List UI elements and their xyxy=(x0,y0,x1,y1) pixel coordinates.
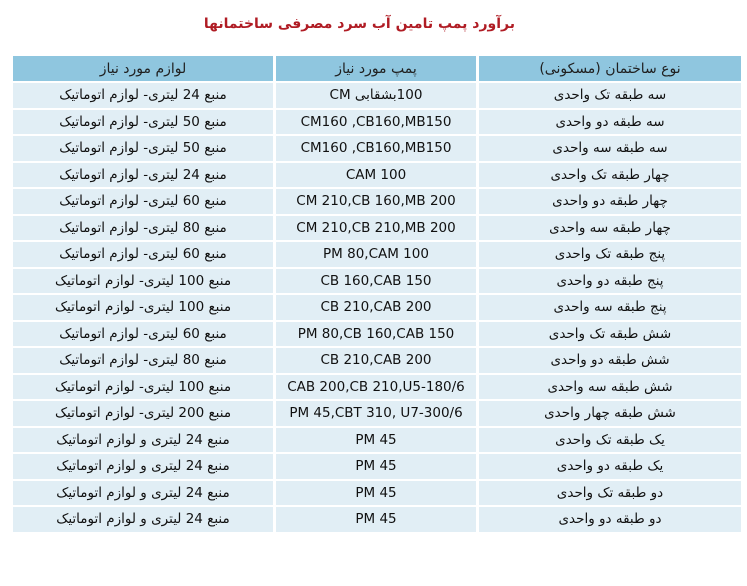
cell-pump: CM 210,CB 160,MB 200 xyxy=(276,189,476,214)
cell-accessories: منبع 100 لیتری- لوازم اتوماتیک xyxy=(13,375,273,400)
table-row xyxy=(13,348,741,373)
cell-accessories: منبع 60 لیتری- لوازم اتوماتیک xyxy=(13,322,273,347)
cell-building-type: چهار طبقه سه واحدی xyxy=(479,216,741,241)
cell-building-type: دو طبقه دو واحدی xyxy=(479,507,741,532)
cell-accessories: منبع 80 لیتری- لوازم اتوماتیک xyxy=(13,216,273,241)
cell-pump: CB 210,CAB 200 xyxy=(276,348,476,373)
table-row xyxy=(13,401,741,426)
cell-building-type: شش طبقه تک واحدی xyxy=(479,322,741,347)
cell-pump: CM 210,CB 210,MB 200 xyxy=(276,216,476,241)
cell-building-type: پنج طبقه سه واحدی xyxy=(479,295,741,320)
cell-accessories: منبع 80 لیتری- لوازم اتوماتیک xyxy=(13,348,273,373)
pump-table xyxy=(10,54,744,534)
cell-pump: PM 45 xyxy=(276,454,476,479)
cell-building-type: پنج طبقه دو واحدی xyxy=(479,269,741,294)
table-body xyxy=(13,83,741,532)
table-row xyxy=(13,454,741,479)
table-row xyxy=(13,507,741,532)
cell-pump: CB 210,CAB 200 xyxy=(276,295,476,320)
cell-accessories: منبع 24 لیتری و لوازم اتوماتیک xyxy=(13,481,273,506)
table-row xyxy=(13,163,741,188)
table-row xyxy=(13,110,741,135)
cell-pump: PM 45,CBT 310, U7-300/6 xyxy=(276,401,476,426)
table-row xyxy=(13,322,741,347)
cell-accessories: منبع 100 لیتری- لوازم اتوماتیک xyxy=(13,269,273,294)
cell-pump: PM 80,CB 160,CAB 150 xyxy=(276,322,476,347)
cell-pump: PM 80,CAM 100 xyxy=(276,242,476,267)
cell-pump: PM 45 xyxy=(276,507,476,532)
cell-accessories: منبع 60 لیتری- لوازم اتوماتیک xyxy=(13,189,273,214)
cell-building-type: شش طبقه چهار واحدی xyxy=(479,401,741,426)
table-header-row xyxy=(13,56,741,81)
cell-building-type: شش طبقه دو واحدی xyxy=(479,348,741,373)
cell-accessories: منبع 24 لیتری- لوازم اتوماتیک xyxy=(13,83,273,108)
cell-building-type: چهار طبقه تک واحدی xyxy=(479,163,741,188)
cell-accessories: منبع 50 لیتری- لوازم اتوماتیک xyxy=(13,110,273,135)
cell-building-type: یک طبقه دو واحدی xyxy=(479,454,741,479)
table-row xyxy=(13,269,741,294)
table-row xyxy=(13,189,741,214)
cell-building-type: دو طبقه تک واحدی xyxy=(479,481,741,506)
cell-accessories: منبع 60 لیتری- لوازم اتوماتیک xyxy=(13,242,273,267)
table-row xyxy=(13,83,741,108)
cell-pump: CAM 100 xyxy=(276,163,476,188)
cell-accessories: منبع 24 لیتری و لوازم اتوماتیک xyxy=(13,428,273,453)
cell-pump: PM 45 xyxy=(276,481,476,506)
cell-pump: 100بشقابی CM xyxy=(276,83,476,108)
cell-accessories: منبع 24 لیتری- لوازم اتوماتیک xyxy=(13,163,273,188)
cell-accessories: منبع 200 لیتری- لوازم اتوماتیک xyxy=(13,401,273,426)
cell-accessories: منبع 24 لیتری و لوازم اتوماتیک xyxy=(13,454,273,479)
header-accessories: لوازم مورد نیاز xyxy=(13,56,273,81)
header-pump: پمپ مورد نیاز xyxy=(276,56,476,81)
cell-pump: CB 160,CAB 150 xyxy=(276,269,476,294)
cell-building-type: پنج طبقه تک واحدی xyxy=(479,242,741,267)
cell-accessories: منبع 100 لیتری- لوازم اتوماتیک xyxy=(13,295,273,320)
table-row xyxy=(13,242,741,267)
cell-accessories: منبع 24 لیتری و لوازم اتوماتیک xyxy=(13,507,273,532)
table-row xyxy=(13,136,741,161)
table-row xyxy=(13,481,741,506)
cell-accessories: منبع 50 لیتری- لوازم اتوماتیک xyxy=(13,136,273,161)
table-row xyxy=(13,375,741,400)
cell-building-type: یک طبقه تک واحدی xyxy=(479,428,741,453)
cell-pump: CAB 200,CB 210,U5-180/6 xyxy=(276,375,476,400)
cell-building-type: سه طبقه سه واحدی xyxy=(479,136,741,161)
table-row xyxy=(13,428,741,453)
table-row xyxy=(13,295,741,320)
cell-pump: CM160 ,CB160,MB150 xyxy=(276,110,476,135)
cell-pump: PM 45 xyxy=(276,428,476,453)
cell-building-type: شش طبقه سه واحدی xyxy=(479,375,741,400)
cell-pump: CM160 ,CB160,MB150 xyxy=(276,136,476,161)
cell-building-type: سه طبقه دو واحدی xyxy=(479,110,741,135)
header-building-type: نوع ساختمان (مسکونی) xyxy=(479,56,741,81)
table-row xyxy=(13,216,741,241)
cell-building-type: چهار طبقه دو واحدی xyxy=(479,189,741,214)
page-title: برآورد پمپ تامین آب سرد مصرفی ساختمانها xyxy=(203,16,515,32)
cell-building-type: سه طبقه تک واحدی xyxy=(479,83,741,108)
